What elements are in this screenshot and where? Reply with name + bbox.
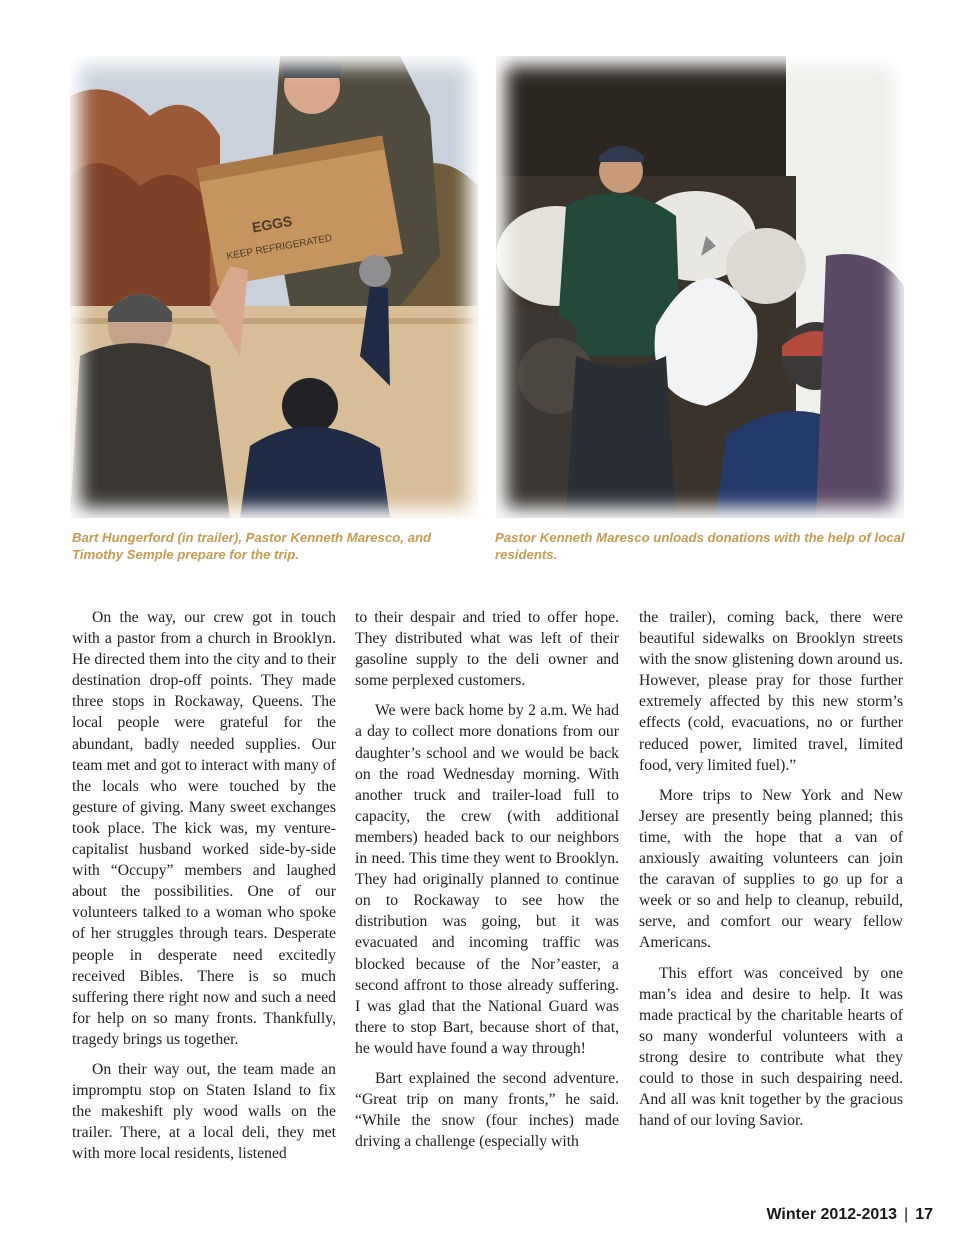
paragraph: to their despair and tried to offer hope. They distributed what was left of their gasoline supply to the deli owner and some perplexed customers.	[355, 609, 619, 690]
page-footer	[766, 1206, 933, 1224]
paragraph: On their way out, the team made an impromptu stop on Staten Island to fix the makeshift ply wood walls on the trailer. There, at a local deli, they met with more local residents, listened	[72, 1060, 336, 1163]
footer-separator: |	[904, 1206, 909, 1223]
photo-caption-right: Pastor Kenneth Maresco unloads donations with the help of local residents.	[495, 530, 905, 562]
issue-label: Winter 2012-2013	[766, 1206, 898, 1223]
photo-unloading-donations-image	[496, 56, 904, 518]
paragraph: On the way, our crew got in touch with a pastor from a church in Brooklyn. He directed them into the city and to their destination drop-off points. They made three stops in Rockaway, Queens. The local people were grateful for the abundant, badly needed supplies. Our team met and got to interact with many of the locals who were touched by the gesture of giving. Many sweet exchanges took place. The kick was, my venture-capitalist husband worked side-by-side with “Occupy” members and laughed about the possibilities. One of our volunteers talked to a woman who spoke of her struggles through tears. Desperate people in desperate need excitedly received Bibles. There is so much suffering there right now and such a need for help on so many fronts. Thankfully, tragedy brings us together.	[72, 609, 336, 1048]
paragraph: Bart explained the second adventure. “Great trip on many fronts,” he said. “While the snow (four inches) made driving a challenge (especially with	[355, 1069, 619, 1151]
photo-loading-trailer	[70, 56, 478, 518]
paragraph: the trailer), coming back, there were beautiful sidewalks on Brooklyn streets with the snow glistening down around us. However, please pray for those further extremely affected by this new storm’s effects (cold, evacuations, no or further reduced power, limited travel, limited food, very limited fuel).”	[639, 609, 903, 774]
box-label-refrigerated: KEEP REFRIGERATED	[225, 232, 334, 263]
article-column-2	[355, 607, 619, 1161]
article-column-3	[639, 607, 903, 1140]
page-number: 17	[915, 1206, 933, 1223]
box-label-eggs: EGGS	[250, 212, 294, 236]
photo-unloading-donations	[496, 56, 904, 518]
paragraph: This effort was conceived by one man’s idea and desire to help. It was made practical by the charitable hearts of so many wonderful volunteers with a strong desire to contribute what they could to those in such despairing need. And all was knit together by the gracious hand of our loving Savior.	[639, 964, 903, 1130]
article-column-1	[72, 607, 336, 1173]
paragraph: More trips to New York and New Jersey are presently being planned; this time, with the hope that a van of anxiously awaiting volunteers can join the caravan of supplies to go up for a week or so and help to cleanup, rebuild, serve, and comfort our weary fellow Americans.	[639, 786, 903, 952]
photo-loading-trailer-image	[70, 56, 478, 518]
paragraph: We were back home by 2 a.m. We had a day to collect more donations from our daughter’s school and we would be back on the road Wednesday morning. With another truck and trailer-load full to capacity, the crew (with additional members) headed back to our neighbors in need. This time they went to Brooklyn. They had originally planned to continue on to Rockaway to see how the distribution was going, but it was evacuated and incoming traffic was blocked because of the Nor’easter, a second affront to those already suffering. I was glad that the National Guard was there to stop Bart, because short of that, he would have found a way through!	[355, 702, 619, 1057]
photo-caption-left: Bart Hungerford (in trailer), Pastor Kenneth Maresco, and Timothy Semple prepare for the trip.	[72, 530, 432, 562]
